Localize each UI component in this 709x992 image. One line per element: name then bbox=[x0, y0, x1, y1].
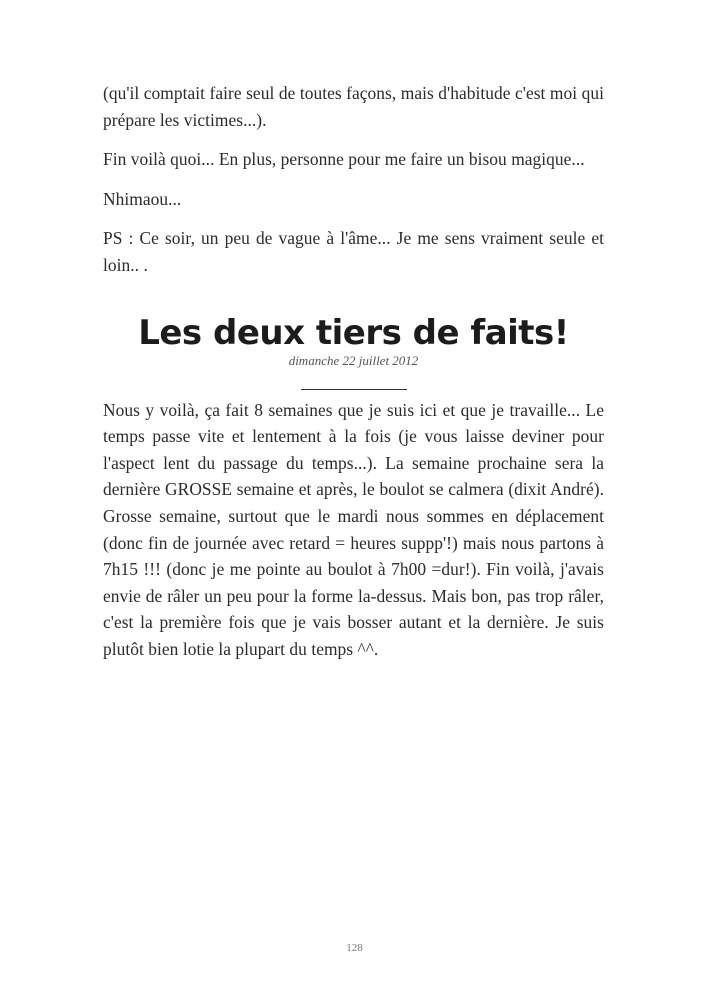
intro-paragraph-1: (qu'il comptait faire seul de toutes façons, mais d'habitude c'est moi qui prépare les victimes...). bbox=[103, 83, 604, 130]
intro-paragraph-4: PS : Ce soir, un peu de vague à l'âme... Je me sens vraiment seule et loin.. . bbox=[103, 228, 604, 275]
page-number: 128 bbox=[346, 942, 363, 954]
chapter-title: Les deux tiers de faits! bbox=[138, 312, 569, 353]
chapter-date: dimanche 22 juillet 2012 bbox=[288, 352, 419, 368]
chapter-divider bbox=[301, 389, 407, 390]
chapter-header bbox=[103, 313, 604, 390]
intro-paragraph-2: Fin voilà quoi... En plus, personne pour me faire un bisou magique... bbox=[103, 149, 585, 170]
page-content bbox=[103, 80, 604, 676]
intro-paragraph-3: Nhimaou... bbox=[103, 188, 182, 209]
chapter-paragraph: Nous y voilà, ça fait 8 semaines que je suis ici et que je travaille... Le temps passe vite et lentement à la fois (je vous laisse deviner pour l'aspect lent du passage du temps...). La semaine prochaine sera la dernière GROSSE semaine et après, le boulot se calmera (dixit André). Grosse semaine, surtout que le mardi nous sommes en déplacement (donc fin de journée avec retard = heures suppp'!) mais nous partons à 7h15 !!! (donc je me pointe au boulot à 7h00 =dur!). Fin voilà, j'avais envie de râler un peu pour la forme la-dessus. Mais bon, pas trop râler, c'est la première fois que je vais bosser autant et la dernière. Je suis plutôt bien lotie la plupart du temps ^^. bbox=[103, 399, 604, 659]
